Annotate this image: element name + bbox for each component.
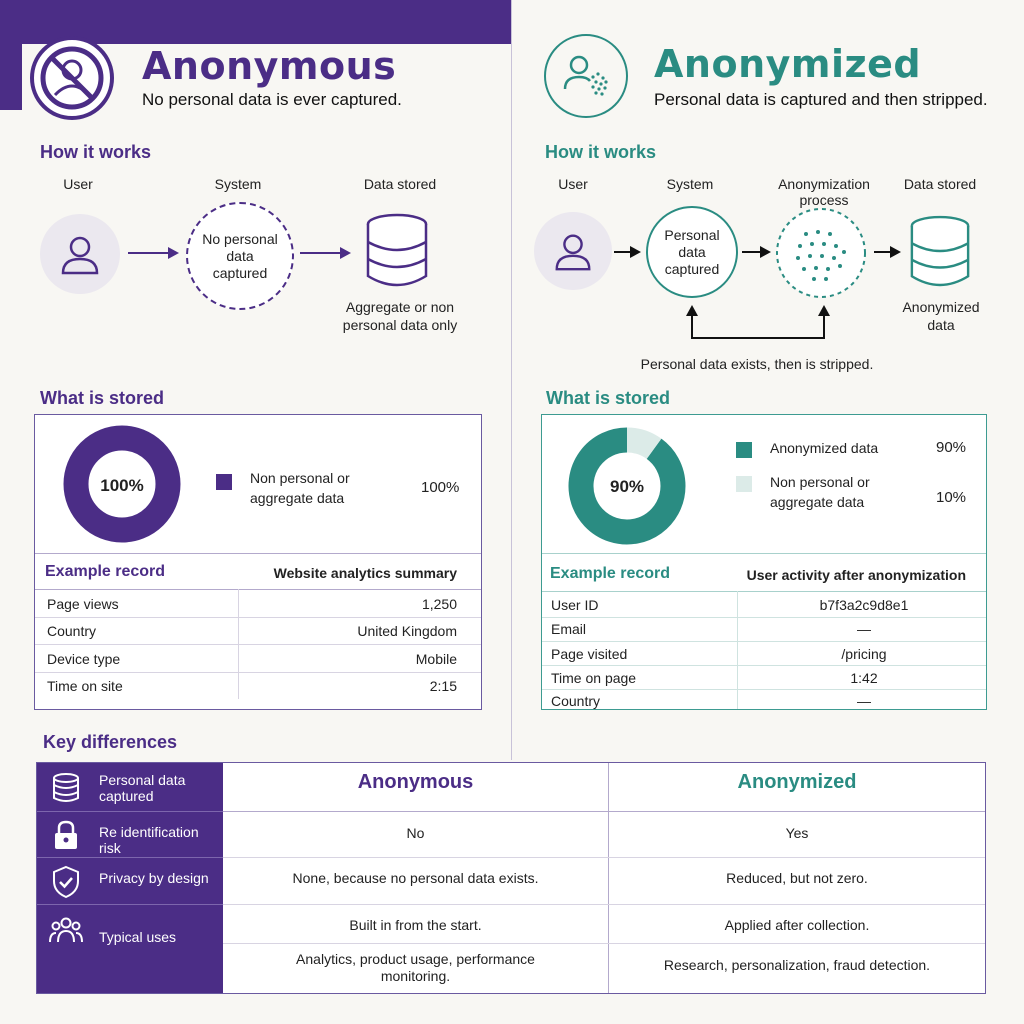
right-how-heading: How it works bbox=[545, 142, 657, 162]
kd-cell-anonymized: Yes bbox=[785, 825, 809, 841]
left-header-band-side bbox=[0, 44, 22, 110]
left-system-node: No personal data captured bbox=[186, 202, 294, 310]
right-record-value: — bbox=[857, 693, 871, 709]
loop-back-arrow bbox=[686, 302, 830, 346]
kd-cell-anonymized: Reduced, but not zero. bbox=[726, 870, 868, 886]
kd-row-label-1: Re identification risk bbox=[99, 824, 199, 856]
anonymize-person-icon bbox=[544, 34, 628, 118]
left-subtitle: No personal data is ever captured. bbox=[142, 90, 402, 109]
kd-cell-anonymous: Built in from the start. bbox=[349, 917, 482, 933]
database-icon bbox=[908, 214, 972, 290]
right-record-field: Email bbox=[551, 621, 587, 637]
left-title: Anonymous bbox=[142, 44, 397, 88]
right-title: Anonymized bbox=[654, 42, 922, 86]
kd-col-anonymous: Anonymous bbox=[357, 771, 474, 793]
arrow-right-icon bbox=[742, 245, 772, 259]
right-stored-heading: What is stored bbox=[546, 388, 671, 408]
left-record-label: Example record bbox=[45, 563, 166, 580]
shield-check-icon bbox=[52, 865, 80, 899]
left-record-field: Device type bbox=[47, 651, 121, 667]
right-record-title: User activity after anonymization bbox=[746, 567, 966, 583]
arrow-right-icon bbox=[874, 245, 902, 259]
no-person-icon bbox=[30, 36, 114, 120]
right-stored-label: Data stored bbox=[903, 176, 977, 192]
key-differences-table bbox=[36, 762, 986, 994]
arrow-right-icon bbox=[614, 245, 642, 259]
right-record-field: Page visited bbox=[551, 646, 628, 662]
kd-row-label-0: Personal data captured bbox=[99, 772, 186, 804]
kd-cell-anonymized: Applied after collection. bbox=[724, 917, 870, 933]
left-system-label: System bbox=[214, 176, 262, 192]
left-record-value: 1,250 bbox=[421, 596, 457, 612]
kd-cell-anonymous: Analytics, product usage, performance monitoring. bbox=[296, 951, 535, 984]
left-record-value: Mobile bbox=[415, 651, 457, 667]
right-stored-caption: Anonymized data bbox=[902, 299, 980, 333]
right-legend-swatch-0 bbox=[736, 442, 752, 458]
anonymization-process-node bbox=[774, 206, 868, 300]
donut-slice-1 bbox=[627, 440, 654, 449]
right-process-label: Anonymization process bbox=[778, 176, 870, 208]
right-donut-center: 90% bbox=[609, 477, 645, 496]
user-node bbox=[534, 212, 612, 290]
left-user-label: User bbox=[63, 176, 93, 192]
left-stored-caption: Aggregate or non personal data only bbox=[342, 299, 458, 333]
left-record-value: 2:15 bbox=[429, 678, 457, 694]
right-record-value: /pricing bbox=[841, 646, 887, 662]
left-record-value: United Kingdom bbox=[357, 623, 457, 639]
right-record-value: — bbox=[857, 621, 871, 637]
user-node bbox=[40, 214, 120, 294]
kd-col-anonymized: Anonymized bbox=[737, 771, 857, 793]
left-record-field: Time on site bbox=[47, 678, 123, 694]
right-user-label: User bbox=[558, 176, 588, 192]
right-system-label: System bbox=[666, 176, 714, 192]
panel-divider bbox=[511, 0, 512, 760]
right-record-value: 1:42 bbox=[850, 670, 878, 686]
left-record-field: Page views bbox=[47, 596, 119, 612]
right-record-value: b7f3a2c9d8e1 bbox=[819, 597, 909, 613]
kd-row-label-3: Typical uses bbox=[99, 929, 177, 945]
right-record-field: User ID bbox=[551, 597, 599, 613]
lock-icon bbox=[53, 819, 79, 851]
user-icon bbox=[57, 231, 103, 277]
right-legend-label-0: Anonymized data bbox=[770, 440, 879, 456]
right-system-node: Personal data captured bbox=[646, 206, 738, 298]
kd-cell-anonymous: No bbox=[406, 825, 425, 841]
kd-row-label-2: Privacy by design bbox=[99, 870, 209, 886]
left-legend-label: Non personal or aggregate data bbox=[250, 470, 350, 506]
left-legend-swatch bbox=[216, 474, 232, 490]
left-record-field: Country bbox=[47, 623, 97, 639]
arrow-right-icon bbox=[300, 246, 352, 260]
left-legend-value: 100% bbox=[421, 479, 460, 496]
arrow-right-icon bbox=[128, 246, 180, 260]
left-stored-card bbox=[34, 414, 482, 710]
right-legend-swatch-1 bbox=[736, 476, 752, 492]
loop-caption: Personal data exists, then is stripped. bbox=[640, 356, 874, 372]
user-icon bbox=[551, 229, 595, 273]
users-icon bbox=[49, 915, 83, 945]
kd-cell-anonymous: None, because no personal data exists. bbox=[292, 870, 539, 886]
left-record-title: Website analytics summary bbox=[273, 565, 457, 581]
left-how-heading: How it works bbox=[40, 142, 152, 162]
database-icon bbox=[51, 772, 81, 804]
key-differences-heading: Key differences bbox=[43, 732, 178, 752]
right-stored-card bbox=[541, 414, 987, 710]
right-legend-label-1: Non personal or aggregate data bbox=[770, 474, 870, 510]
left-stored-heading: What is stored bbox=[40, 388, 165, 408]
database-icon bbox=[364, 212, 430, 290]
left-stored-label: Data stored bbox=[363, 176, 437, 192]
right-record-label: Example record bbox=[550, 565, 671, 582]
right-legend-value-1: 10% bbox=[936, 489, 967, 506]
right-legend-value-0: 90% bbox=[936, 439, 967, 456]
left-donut-center: 100% bbox=[100, 476, 144, 495]
kd-cell-anonymized: Research, personalization, fraud detection. bbox=[663, 957, 931, 973]
right-record-field: Time on page bbox=[551, 670, 637, 686]
right-record-field: Country bbox=[551, 693, 601, 709]
right-subtitle: Personal data is captured and then stripped. bbox=[654, 90, 988, 109]
